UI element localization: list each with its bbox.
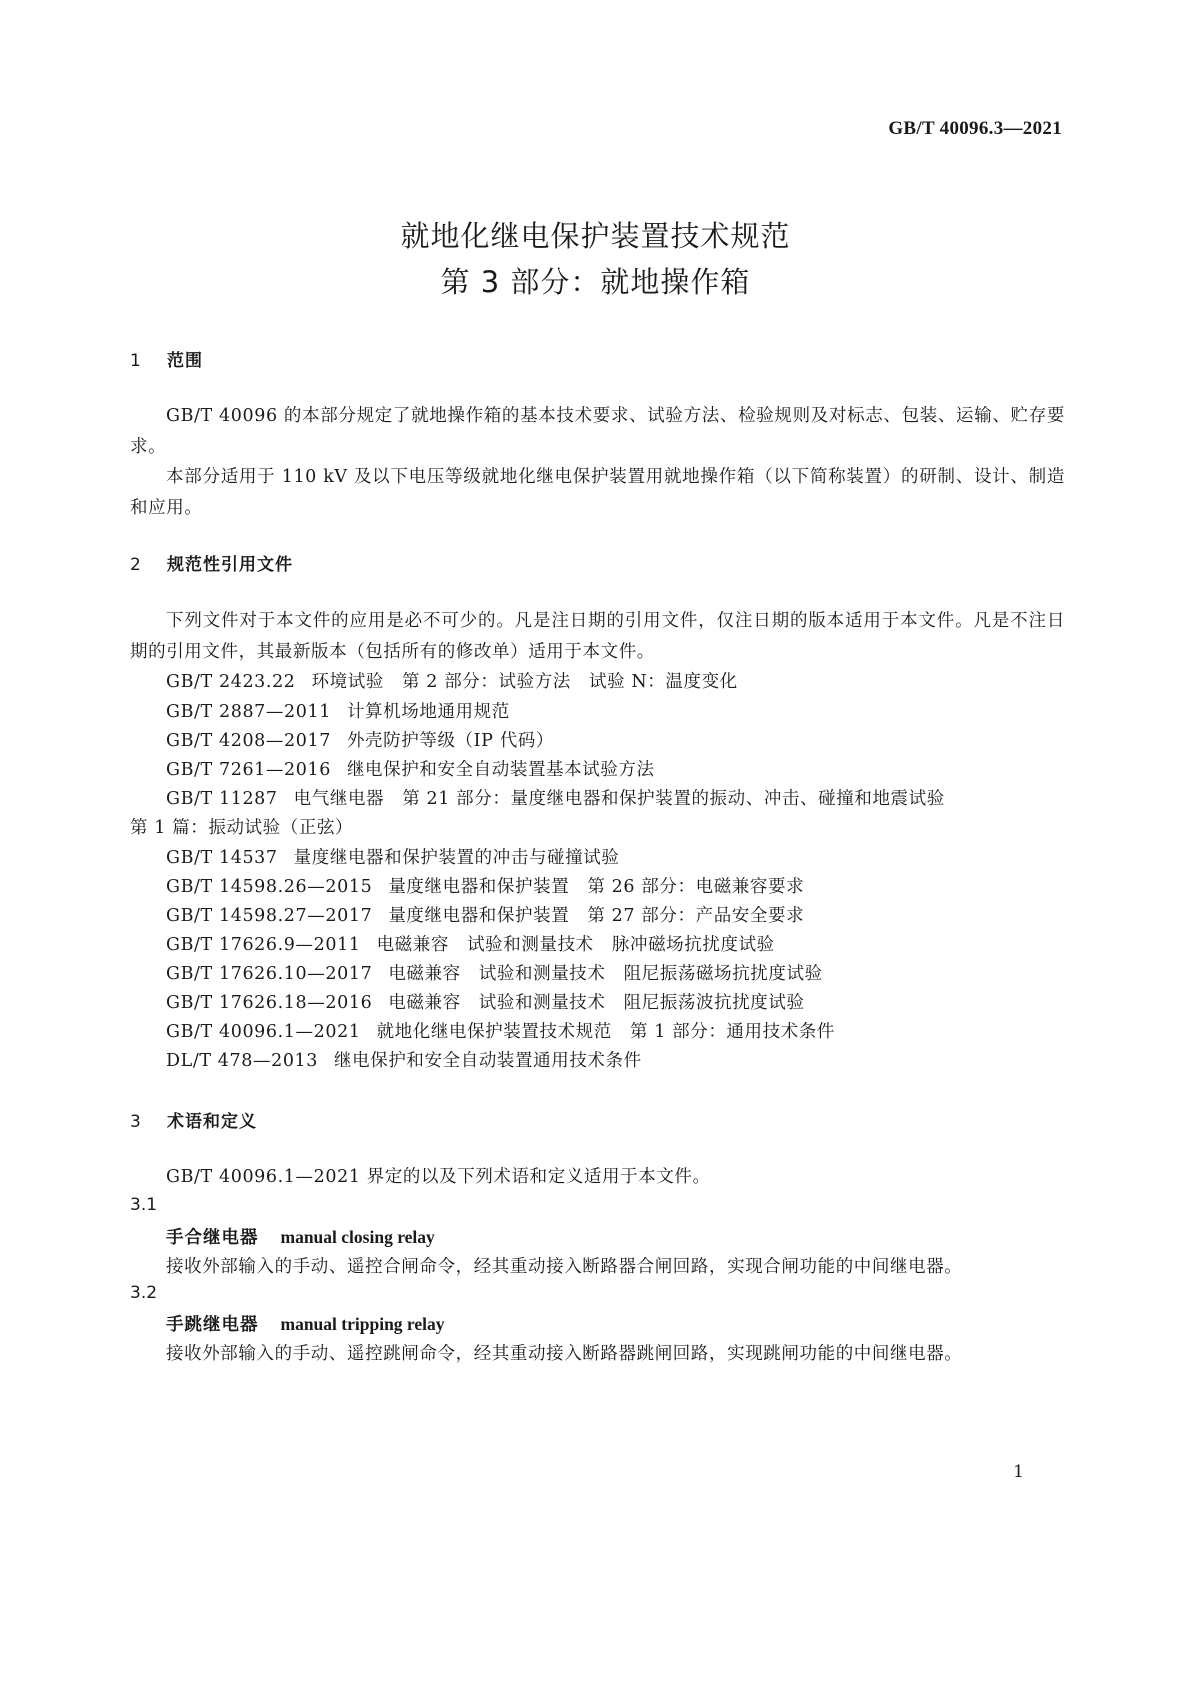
clause-number: 3.2 <box>130 1283 158 1303</box>
reference-code: GB/T 17626.18—2016 <box>166 993 373 1013</box>
section-number: 2 <box>130 555 142 575</box>
reference-item <box>166 756 655 781</box>
reference-code: GB/T 14537 <box>166 848 278 868</box>
section-2-heading <box>130 550 293 575</box>
reference-code: GB/T 17626.10—2017 <box>166 964 373 984</box>
page-number: 1 <box>1013 1462 1024 1482</box>
reference-code: GB/T 7261—2016 <box>166 760 331 780</box>
term-entry <box>166 1311 445 1336</box>
section-title: 范围 <box>167 351 203 371</box>
term-en: manual closing relay <box>280 1227 435 1247</box>
reference-title: 电磁兼容 试验和测量技术 阻尼振荡磁场抗扰度试验 <box>388 964 823 984</box>
standard-code: GB/T 40096.3—2021 <box>888 118 1062 139</box>
reference-item <box>166 785 945 810</box>
document-subtitle: 第 3 部分：就地操作箱 <box>440 265 751 299</box>
reference-title: 就地化继电保护装置技术规范 第 1 部分：通用技术条件 <box>376 1022 836 1042</box>
reference-item <box>166 960 823 985</box>
scope-paragraph-1: GB/T 40096 的本部分规定了就地操作箱的基本技术要求、试验方法、检验规则及对标志、包装、运输、贮存要求。 <box>130 406 1065 457</box>
section-3-heading <box>130 1107 257 1132</box>
reference-item <box>166 1018 835 1043</box>
reference-title: 量度继电器和保护装置 第 26 部分：电磁兼容要求 <box>388 877 805 897</box>
term-definition: 接收外部输入的手动、遥控合闸命令，经其重动接入断路器合闸回路，实现合闸功能的中间继电器。 <box>166 1257 963 1277</box>
reference-code: GB/T 17626.9—2011 <box>166 935 361 955</box>
reference-title: 继电保护和安全自动装置通用技术条件 <box>334 1051 642 1071</box>
references-intro: 下列文件对于本文件的应用是必不可少的。凡是注日期的引用文件，仅注日期的版本适用于本文件。凡是不注日期的引用文件，其最新版本（包括所有的修改单）适用于本文件。 <box>130 611 1065 662</box>
reference-title: 环境试验 第 2 部分：试验方法 试验 N：温度变化 <box>311 672 738 692</box>
section-number: 3 <box>130 1112 142 1132</box>
reference-item <box>166 1047 642 1072</box>
reference-code: GB/T 2423.22 <box>166 672 296 692</box>
reference-code: DL/T 478—2013 <box>166 1051 319 1071</box>
reference-item <box>166 989 805 1014</box>
reference-item <box>166 727 554 752</box>
reference-item <box>166 844 619 869</box>
reference-title: 继电保护和安全自动装置基本试验方法 <box>346 760 655 780</box>
scope-paragraph-2: 本部分适用于 110 kV 及以下电压等级就地化继电保护装置用就地操作箱（以下简称装置）的研制、设计、制造和应用。 <box>130 467 1065 518</box>
reference-item <box>166 931 775 956</box>
reference-title: 电磁兼容 试验和测量技术 脉冲磁场抗扰度试验 <box>376 935 775 955</box>
section-title: 规范性引用文件 <box>167 555 293 575</box>
reference-code: GB/T 14598.26—2015 <box>166 877 373 897</box>
reference-code: GB/T 14598.27—2017 <box>166 906 373 926</box>
term-en: manual tripping relay <box>280 1314 445 1334</box>
term-zh: 手跳继电器 <box>166 1315 259 1335</box>
reference-item <box>166 668 738 693</box>
reference-code: GB/T 40096.1—2021 <box>166 1022 361 1042</box>
reference-item <box>166 902 804 927</box>
reference-title: 计算机场地通用规范 <box>346 702 510 722</box>
reference-title: 电气继电器 第 21 部分：量度继电器和保护装置的振动、冲击、碰撞和地震试验 <box>293 789 945 809</box>
document-title: 就地化继电保护装置技术规范 <box>400 219 791 253</box>
reference-title: 外壳防护等级（IP 代码） <box>346 731 555 751</box>
section-1-heading <box>130 346 203 371</box>
reference-item <box>166 698 510 723</box>
reference-code: GB/T 2887—2011 <box>166 702 331 722</box>
reference-title: 量度继电器和保护装置的冲击与碰撞试验 <box>293 848 620 868</box>
section-title: 术语和定义 <box>167 1112 257 1132</box>
reference-code: GB/T 11287 <box>166 789 278 809</box>
term-entry <box>166 1224 435 1249</box>
terms-intro: GB/T 40096.1—2021 界定的以及下列术语和定义适用于本文件。 <box>166 1167 711 1187</box>
term-definition: 接收外部输入的手动、遥控跳闸命令，经其重动接入断路器跳闸回路，实现跳闸功能的中间继电器。 <box>166 1344 963 1364</box>
term-zh: 手合继电器 <box>166 1228 259 1248</box>
clause-number: 3.1 <box>130 1195 158 1215</box>
section-number: 1 <box>130 351 142 371</box>
reference-title: 电磁兼容 试验和测量技术 阻尼振荡波抗扰度试验 <box>388 993 805 1013</box>
reference-item <box>166 873 804 898</box>
reference-title: 量度继电器和保护装置 第 27 部分：产品安全要求 <box>388 906 805 926</box>
reference-continuation: 第 1 篇：振动试验（正弦） <box>130 818 354 838</box>
reference-code: GB/T 4208—2017 <box>166 731 331 751</box>
